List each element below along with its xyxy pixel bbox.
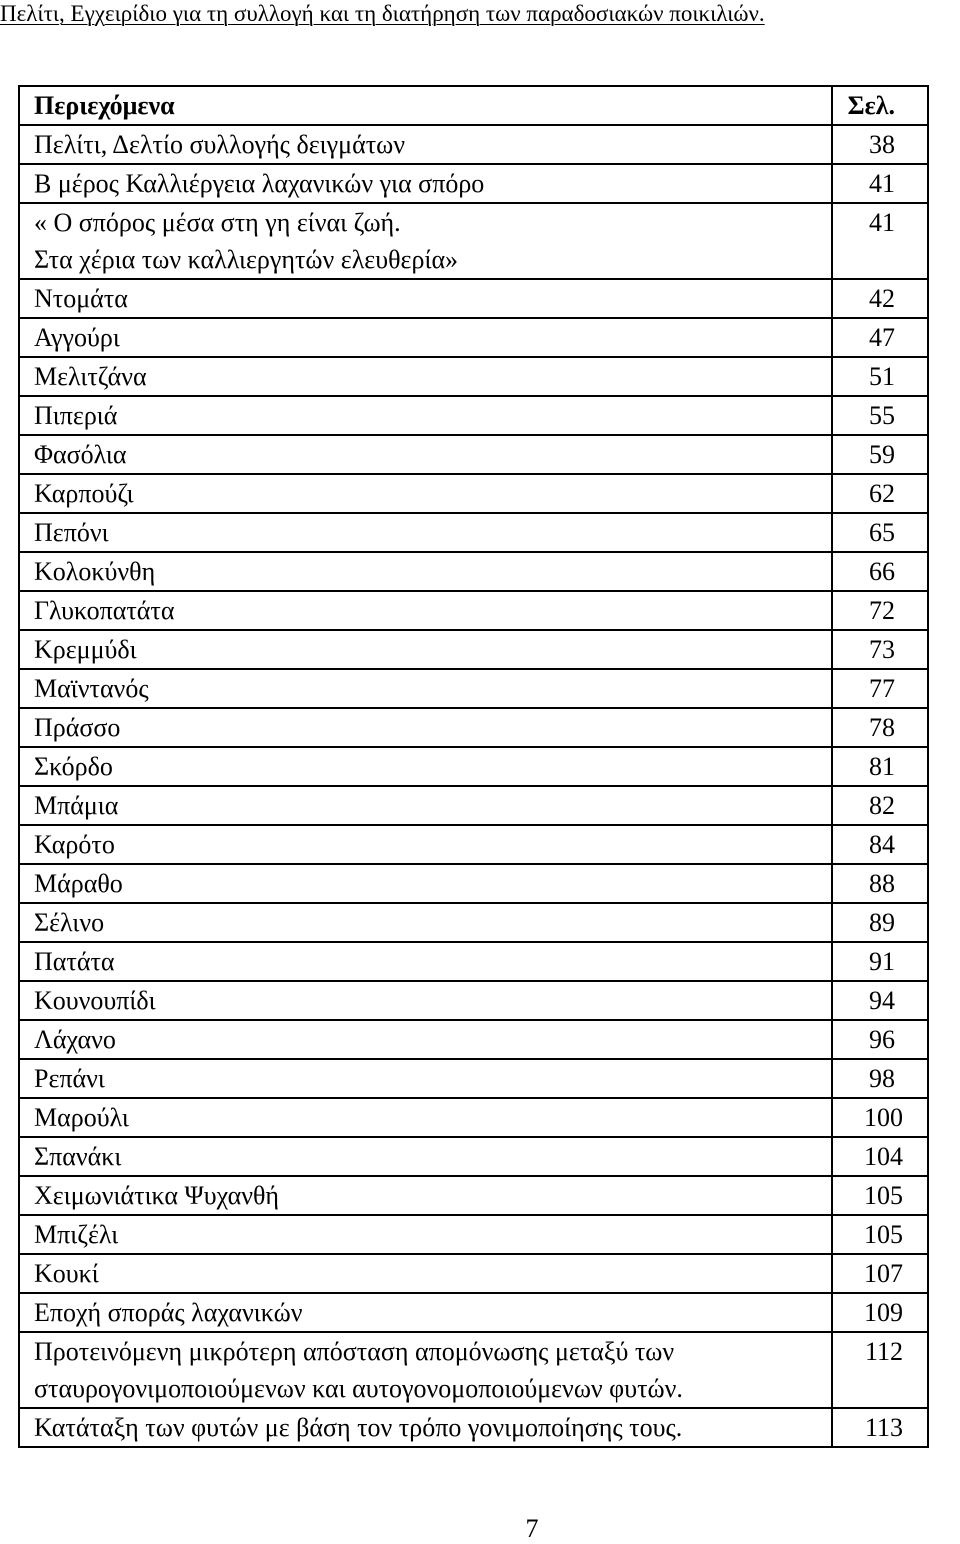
toc-entry-title — [19, 357, 832, 396]
toc-entry-title — [19, 1254, 832, 1293]
toc-entry-title-line: Μάραθο — [34, 869, 123, 898]
toc-entry-page: 72 — [832, 591, 928, 630]
toc-entry-title — [19, 1137, 832, 1176]
toc-row — [19, 1098, 928, 1137]
toc-entry-title-line: Κατάταξη των φυτών με βάση τον τρόπο γονιμοποίησης τους. — [34, 1413, 683, 1442]
toc-entry-title-line: Κουνουπίδι — [34, 986, 156, 1015]
running-header-text: Πελίτι, Εγχειρίδιο για τη συλλογή και τη διατήρηση των παραδοσιακών ποικιλιών. — [0, 1, 765, 26]
toc-row — [19, 125, 928, 164]
toc-entry-title — [19, 203, 832, 279]
toc-row — [19, 552, 928, 591]
toc-entry-page: 42 — [832, 279, 928, 318]
toc-entry-title-line: Γλυκοπατάτα — [34, 596, 175, 625]
toc-entry-title-line: Προτεινόμενη μικρότερη απόσταση απομόνωσης μεταξύ των — [34, 1337, 675, 1366]
toc-entry-page: 104 — [832, 1137, 928, 1176]
toc-entry-title-line: « Ο σπόρος μέσα στη γη είναι ζωή. — [34, 208, 401, 237]
toc-header-row — [19, 86, 928, 125]
toc-row — [19, 903, 928, 942]
toc-entry-title-line: Καρπούζι — [34, 479, 134, 508]
toc-entry-title-line: Σκόρδο — [34, 752, 113, 781]
toc-entry-title — [19, 435, 832, 474]
toc-entry-title — [19, 903, 832, 942]
toc-entry-title-line: Πελίτι, Δελτίο συλλογής δειγμάτων — [34, 130, 406, 159]
toc-row — [19, 825, 928, 864]
toc-entry-page: 84 — [832, 825, 928, 864]
toc-row — [19, 1332, 928, 1408]
toc-row — [19, 1059, 928, 1098]
toc-entry-title-line: Μαρούλι — [34, 1103, 129, 1132]
toc-entry-title-line: Μπάμια — [34, 791, 119, 820]
toc-row — [19, 864, 928, 903]
toc-row — [19, 357, 928, 396]
toc-entry-title — [19, 125, 832, 164]
toc-entry-title-line: Πατάτα — [34, 947, 115, 976]
toc-row — [19, 981, 928, 1020]
toc-heading-title: Περιεχόμενα — [19, 86, 832, 125]
toc-entry-title-line: Σπανάκι — [34, 1142, 122, 1171]
toc-entry-page: 78 — [832, 708, 928, 747]
toc-entry-title — [19, 1176, 832, 1215]
toc-row — [19, 164, 928, 203]
toc-entry-title — [19, 630, 832, 669]
toc-entry-page: 51 — [832, 357, 928, 396]
toc-entry-title-line: Στα χέρια των καλλιεργητών ελευθερία» — [34, 245, 459, 274]
toc-entry-title-line: Κρεμμύδι — [34, 635, 137, 664]
toc-entry-page: 77 — [832, 669, 928, 708]
toc-entry-title-line: Πιπεριά — [34, 401, 118, 430]
toc-row — [19, 1020, 928, 1059]
toc-entry-page: 59 — [832, 435, 928, 474]
page-number: 7 — [525, 1514, 539, 1543]
toc-entry-page: 66 — [832, 552, 928, 591]
toc-entry-title-line: Αγγούρι — [34, 323, 120, 352]
toc-entry-title — [19, 747, 832, 786]
toc-entry-page: 91 — [832, 942, 928, 981]
toc-entry-title — [19, 396, 832, 435]
toc-row — [19, 279, 928, 318]
toc-row — [19, 708, 928, 747]
toc-heading-page: Σελ. — [832, 86, 928, 125]
toc-entry-title — [19, 981, 832, 1020]
toc-row — [19, 630, 928, 669]
toc-entry-title — [19, 164, 832, 203]
toc-row — [19, 669, 928, 708]
toc-entry-title — [19, 669, 832, 708]
toc-entry-title-line: Λάχανο — [34, 1025, 116, 1054]
toc-row — [19, 1254, 928, 1293]
toc-entry-page: 55 — [832, 396, 928, 435]
toc-entry-title-line: Ντομάτα — [34, 284, 128, 313]
toc-entry-title — [19, 1215, 832, 1254]
toc-entry-title-line: Φασόλια — [34, 440, 127, 469]
toc-row — [19, 591, 928, 630]
toc-entry-page: 89 — [832, 903, 928, 942]
toc-row — [19, 318, 928, 357]
toc-entry-title — [19, 1020, 832, 1059]
toc-row — [19, 396, 928, 435]
toc-entry-title-line: Β μέρος Καλλιέργεια λαχανικών για σπόρο — [34, 169, 485, 198]
toc-entry-page: 62 — [832, 474, 928, 513]
toc-entry-page: 94 — [832, 981, 928, 1020]
toc-row — [19, 1408, 928, 1447]
toc-entry-title — [19, 279, 832, 318]
toc-entry-page: 100 — [832, 1098, 928, 1137]
toc-entry-title-line: σταυρογονιμοποιούμενων και αυτογονομοποιούμενων φυτών. — [34, 1374, 683, 1403]
toc-entry-page: 88 — [832, 864, 928, 903]
toc-row — [19, 786, 928, 825]
toc-entry-title — [19, 1098, 832, 1137]
toc-entry-title — [19, 1293, 832, 1332]
toc-entry-title — [19, 1332, 832, 1408]
toc-row — [19, 513, 928, 552]
toc-entry-page: 47 — [832, 318, 928, 357]
toc-entry-title — [19, 513, 832, 552]
toc-entry-title — [19, 786, 832, 825]
running-header — [0, 0, 960, 29]
toc-entry-title-line: Σέλινο — [34, 908, 105, 937]
toc-entry-page: 41 — [832, 203, 928, 279]
toc-entry-title-line: Πεπόνι — [34, 518, 109, 547]
toc-row — [19, 942, 928, 981]
toc-entry-page: 107 — [832, 1254, 928, 1293]
table-of-contents — [18, 85, 929, 1448]
toc-row — [19, 1176, 928, 1215]
toc-entry-title — [19, 942, 832, 981]
toc-entry-title — [19, 474, 832, 513]
toc-entry-title — [19, 1059, 832, 1098]
toc-entry-title — [19, 708, 832, 747]
toc-entry-page: 98 — [832, 1059, 928, 1098]
toc-entry-title — [19, 552, 832, 591]
toc-entry-page: 65 — [832, 513, 928, 552]
toc-entry-page: 112 — [832, 1332, 928, 1408]
toc-entry-page: 109 — [832, 1293, 928, 1332]
toc-entry-title-line: Πράσσο — [34, 713, 121, 742]
toc-body — [19, 125, 928, 1447]
toc-entry-title-line: Ρεπάνι — [34, 1064, 105, 1093]
toc-entry-title — [19, 318, 832, 357]
toc-entry-page: 105 — [832, 1176, 928, 1215]
toc-row — [19, 1293, 928, 1332]
toc-entry-page: 105 — [832, 1215, 928, 1254]
toc-row — [19, 474, 928, 513]
toc-entry-title-line: Εποχή σποράς λαχανικών — [34, 1298, 303, 1327]
toc-row — [19, 203, 928, 279]
toc-row — [19, 435, 928, 474]
toc-entry-title — [19, 825, 832, 864]
toc-entry-page: 41 — [832, 164, 928, 203]
toc-entry-page: 96 — [832, 1020, 928, 1059]
toc-entry-page: 82 — [832, 786, 928, 825]
toc-entry-title — [19, 1408, 832, 1447]
toc-entry-title-line: Καρότο — [34, 830, 115, 859]
toc-entry-title-line: Χειμωνιάτικα Ψυχανθή — [34, 1181, 280, 1210]
toc-entry-title — [19, 591, 832, 630]
toc-entry-title-line: Μελιτζάνα — [34, 362, 147, 391]
toc-entry-title-line: Μπιζέλι — [34, 1220, 119, 1249]
toc-entry-page: 73 — [832, 630, 928, 669]
toc-row — [19, 1137, 928, 1176]
toc-entry-page: 113 — [832, 1408, 928, 1447]
toc-entry-page: 38 — [832, 125, 928, 164]
toc-entry-title-line: Κολοκύνθη — [34, 557, 156, 586]
toc-row — [19, 1215, 928, 1254]
toc-row — [19, 747, 928, 786]
toc-entry-title — [19, 864, 832, 903]
toc-entry-page: 81 — [832, 747, 928, 786]
toc-entry-title-line: Κουκί — [34, 1259, 99, 1288]
toc-entry-title-line: Μαϊντανός — [34, 674, 149, 703]
